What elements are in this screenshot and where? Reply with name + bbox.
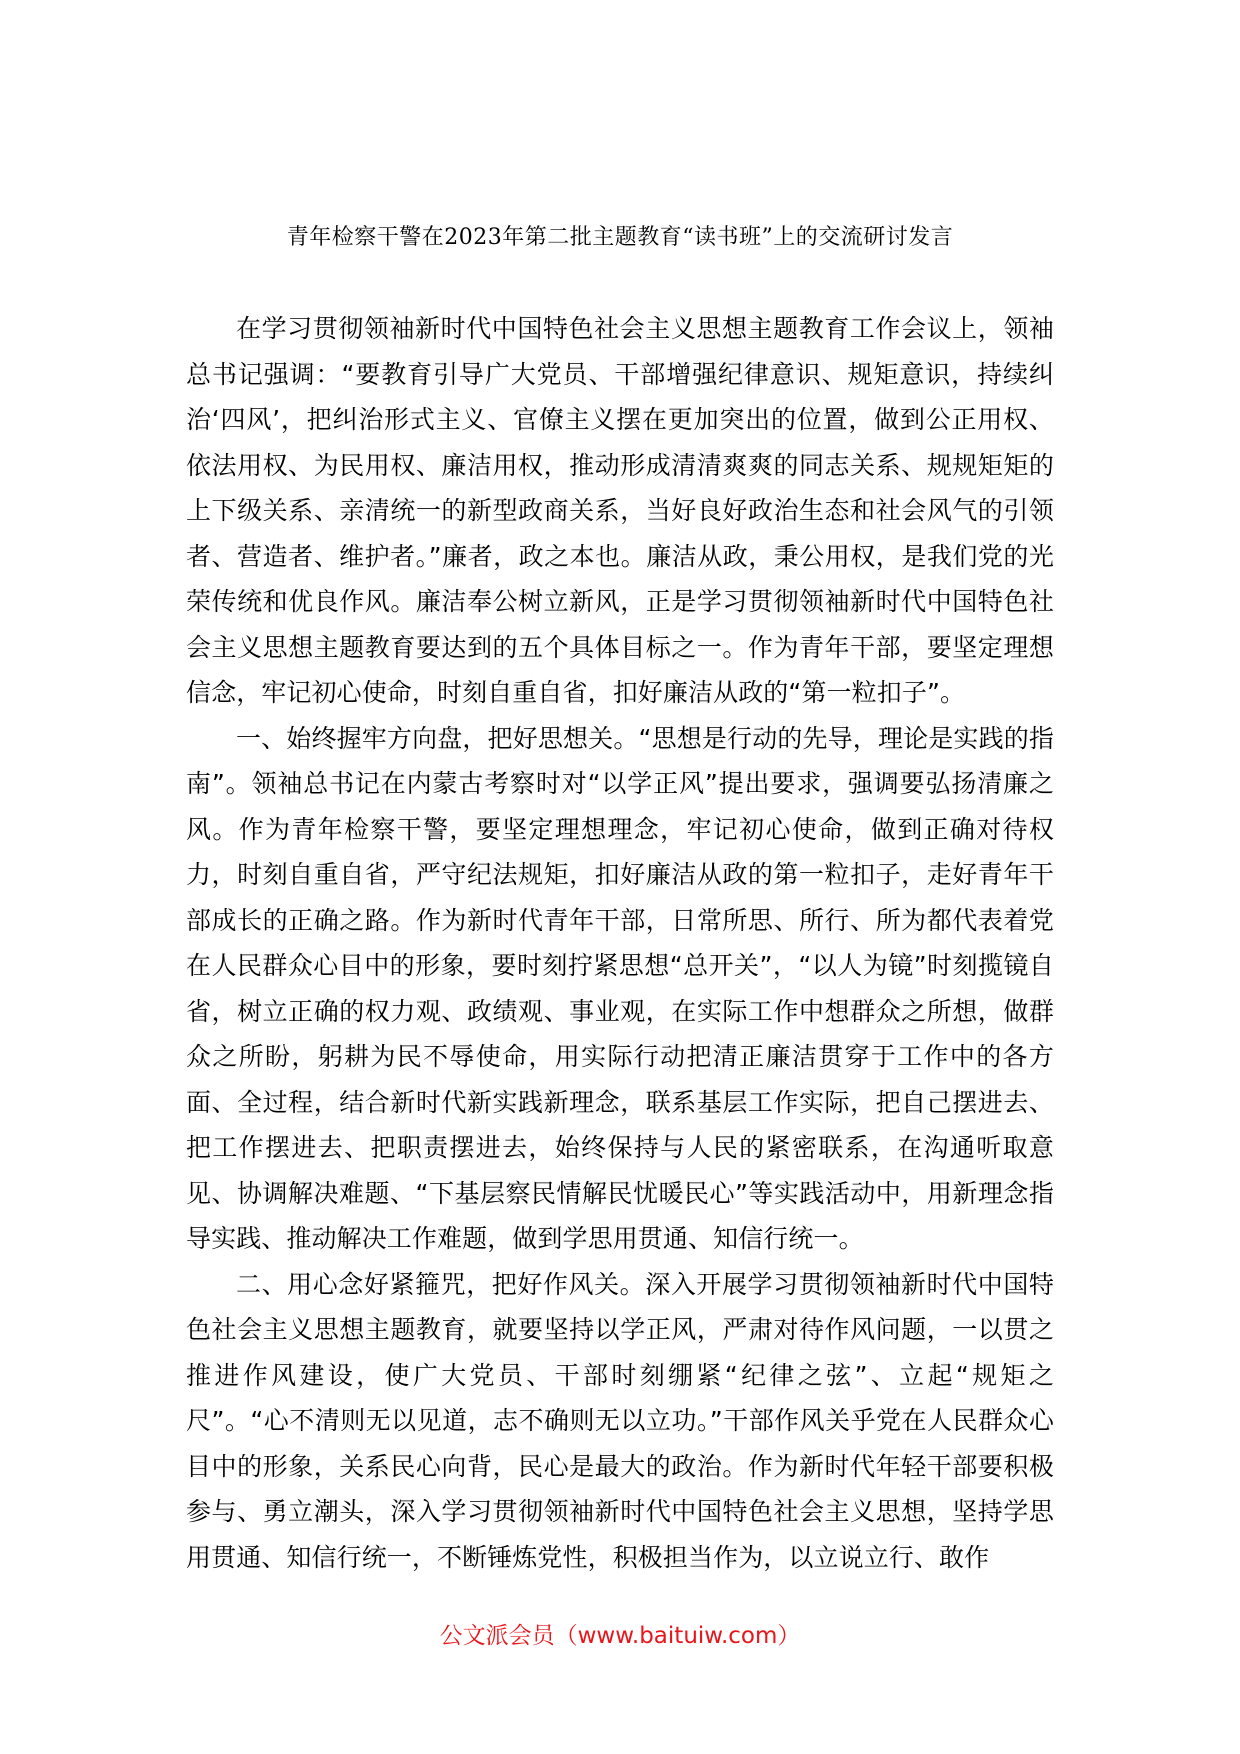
paragraph-section-1: 一、始终握牢方向盘，把好思想关。“思想是行动的先导，理论是实践的指南”。领袖总书记在内蒙古考察时对“以学正风”提出要求，强调要弘扬清廉之风。作为青年检察干警，要坚定理想理念，牢记初心使命，做到正确对待权力，时刻自重自省，严守纪法规矩，扣好廉洁从政的第一粒扣子，走好青年干部成长的正确之路。作为新时代青年干部，日常所思、所行、所为都代表着党在人民群众心目中的形象，要时刻拧紧思想“总开关”，“以人为镜”时刻揽镜自省，树立正确的权力观、政绩观、事业观，在实际工作中想群众之所想，做群众之所盼，躬耕为民不辱使命，用实际行动把清正廉洁贯穿于工作中的各方面、全过程，结合新时代新实践新理念，联系基层工作实际，把自己摆进去、把工作摆进去、把职责摆进去，始终保持与人民的紧密联系，在沟通听取意见、协调解决难题、“下基层察民情解民忧暖民心”等实践活动中，用新理念指导实践、推动解决工作难题，做到学思用贯通、知信行统一。 [186,723,1054,1253]
paragraph-section-2: 二、用心念好紧箍咒，把好作风关。深入开展学习贯彻领袖新时代中国特色社会主义思想主题教育，就要坚持以学正风，严肃对待作风问题，一以贯之推进作风建设，使广大党员、干部时刻绷紧“纪律之弦”、立起“规矩之尺”。“心不清则无以见道，志不确则无以立功。”干部作风关乎党在人民群众心目中的形象，关系民心向背，民心是最大的政治。作为新时代年轻干部要积极参与、勇立潮头，深入学习贯彻领袖新时代中国特色社会主义思想，坚持学思用贯通、知信行统一，不断锤炼党性，积极担当作为，以立说立行、敢作 [186,1269,1054,1572]
footer-watermark: 公文派会员（www.baituiw.com） [439,1623,801,1649]
paragraph-intro: 在学习贯彻领袖新时代中国特色社会主义思想主题教育工作会议上，领袖总书记强调：“要教育引导广大党员、干部增强纪律意识、规矩意识，持续纠治‘四风’，把纠治形式主义、官僚主义摆在更加突出的位置，做到公正用权、依法用权、为民用权、廉洁用权，推动形成清清爽爽的同志关系、规规矩矩的上下级关系、亲清统一的新型政商关系，当好良好政治生态和社会风气的引领者、营造者、维护者。”廉者，政之本也。廉洁从政，秉公用权，是我们党的光荣传统和优良作风。廉洁奉公树立新风，正是学习贯彻领袖新时代中国特色社会主义思想主题教育要达到的五个具体目标之一。作为青年干部，要坚定理想信念，牢记初心使命，时刻自重自省，扣好廉洁从政的“第一粒扣子”。 [186,314,1054,707]
document-body [186,306,1054,1580]
document-title: 青年检察干警在2023年第二批主题教育“读书班”上的交流研讨发言 [286,225,954,250]
